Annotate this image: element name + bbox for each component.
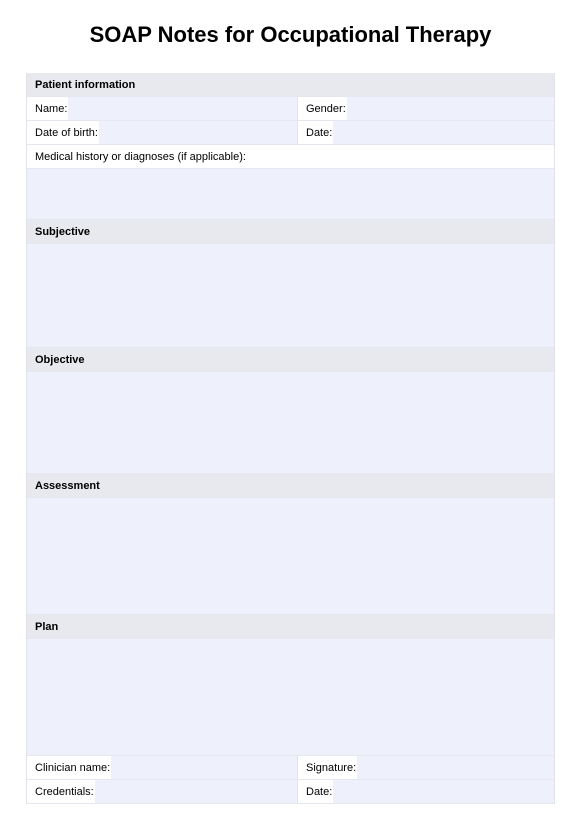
- subjective-field[interactable]: [27, 244, 554, 348]
- footer-date-field[interactable]: [298, 780, 554, 803]
- section-header-assessment: [27, 474, 554, 498]
- medical-history-field[interactable]: [27, 169, 554, 220]
- assessment-field[interactable]: [27, 498, 554, 615]
- dob-date-row: [27, 121, 554, 145]
- page-title: SOAP Notes for Occupational Therapy: [89, 22, 492, 47]
- date-of-birth-label: Date of birth:: [27, 121, 99, 144]
- section-title: Objective: [35, 353, 85, 366]
- medical-history-label-row: [27, 145, 554, 169]
- section-header-objective: [27, 348, 554, 372]
- date-of-birth-field[interactable]: [27, 121, 298, 144]
- credentials-date-row: [27, 780, 554, 804]
- section-title: Assessment: [35, 479, 100, 492]
- signature-field[interactable]: [298, 756, 554, 779]
- medical-history-label: Medical history or diagnoses (if applicable):: [35, 150, 246, 163]
- section-title: Patient information: [35, 78, 136, 91]
- gender-label: Gender:: [298, 97, 347, 120]
- section-header-subjective: [27, 220, 554, 244]
- clinician-signature-row: [27, 756, 554, 780]
- credentials-field[interactable]: [27, 780, 298, 803]
- signature-label: Signature:: [298, 756, 357, 779]
- gender-field[interactable]: [298, 97, 554, 120]
- name-field[interactable]: [27, 97, 298, 120]
- credentials-label: Credentials:: [27, 780, 95, 803]
- name-gender-row: [27, 97, 554, 121]
- date-field[interactable]: [298, 121, 554, 144]
- objective-field[interactable]: [27, 372, 554, 474]
- date-label: Date:: [298, 121, 333, 144]
- footer-date-label: Date:: [298, 780, 333, 803]
- section-title: Subjective: [35, 225, 91, 238]
- section-header-patient-information: [27, 73, 554, 97]
- plan-field[interactable]: [27, 639, 554, 756]
- soap-form: [26, 73, 555, 804]
- name-label: Name:: [27, 97, 68, 120]
- clinician-name-field[interactable]: [27, 756, 298, 779]
- section-title: Plan: [35, 620, 59, 633]
- section-header-plan: [27, 615, 554, 639]
- clinician-name-label: Clinician name:: [27, 756, 111, 779]
